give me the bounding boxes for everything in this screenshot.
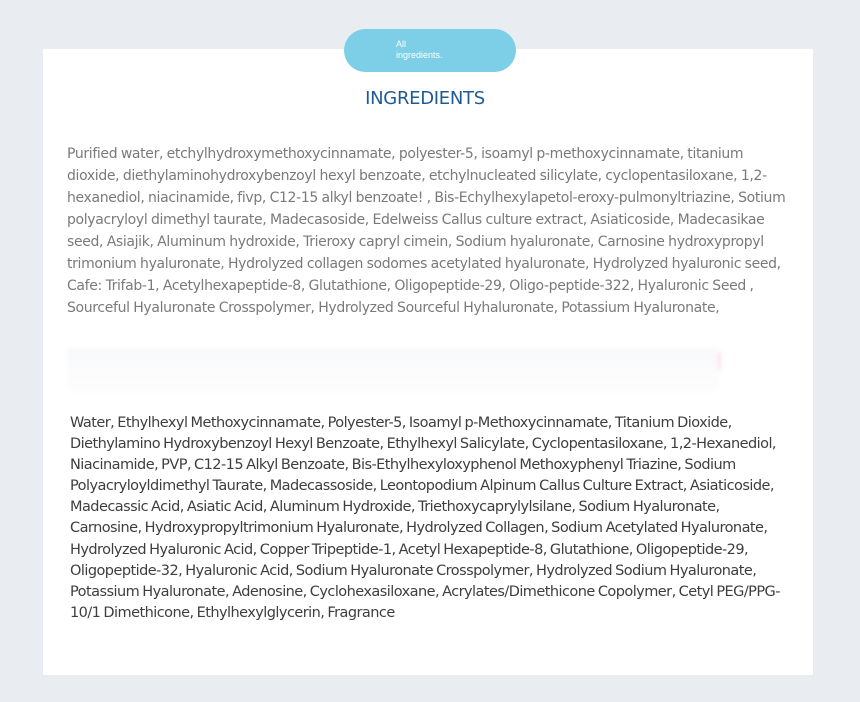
badge-line-2: ingredients. (396, 50, 443, 60)
ingredients-paragraph-inci: Water, Ethylhexyl Methoxycinnamate, Polyester-5, Isoamyl p-Methoxycinnamate, Titanium Dioxide, Diethylamino Hydroxybenzoyl Hexyl Benzoate, Ethylhexyl Salicylate, Cyclopentasiloxane, 1,2-Hexanediol, Niacinamide, PVP, C12-15 Alkyl Benzoate, Bis-Ethylhexyloxyphenol Methoxyphenyl Triazine, Sodium Polyacryloyldimethyl Taurate, Madecassoside, Leontopodium Alpinum Callus Culture Extract, Asiaticoside, Madecassic Acid, Asiatic Acid, Aluminum Hydroxide, Triethoxycaprylylsilane, Sodium Hyaluronate, Carnosine, Hydroxypropyltrimonium Hyaluronate, Hydrolyzed Collagen, Sodium Acetylated Hyaluronate, Hydrolyzed Hyaluronic Acid, Copper Tripeptide-1, Acetyl Hexapeptide-8, Glutathione, Oligopeptide-29, Oligopeptide-32, Hyaluronic Acid, Sodium Hyaluronate Crosspolymer, Hydrolyzed Sodium Hyaluronate, Potassium Hyaluronate, Adenosine, Cyclohexasiloxane, Acrylates/Dimethicone Copolymer, Cetyl PEG/PPG-10/1 Dimethicone, Ethylhexylglycerin, Fragrance (70, 415, 780, 621)
page-title: INGREDIENTS (365, 88, 485, 109)
badge-line-1: All (396, 39, 407, 49)
ingredients-paragraph-original: Purified water, etchylhydroxymethoxycinnamate, polyester-5, isoamyl p-methoxycinnamate, titanium dioxide, diethylaminohydroxybenzoyl hexyl benzoate, etchylnucleated silicylate, cyclopentasiloxane, 1,2-hexanediol, niacinamide, fivp, C12-15 alkyl benzoate! , Bis-Echylhexylapetol-eroxy-pulmonyltriazine, Sotium polyacryloyl dimethyl taurate, Madecasoside, Edelweiss Callus culture extract, Asiaticoside, Madecasikae seed, Asiajik, Aluminum hydroxide, Trieroxy capryl cimein, Sodium hyaluronate, Carnosine hydroxypropyl trimonium hyaluronate, Hydrolyzed collagen sodomes acetylated hyaluronate, Hydrolyzed hyaluronic seed, Cafe: Trifab-1, Acetylhexapeptide-8, Glutathione, Oligopeptide-29, Oligo-peptide-322, Hyaluronic Seed , Sourceful Hyaluronate Crosspolymer, Hydrolyzed Sourceful Hyhaluronate, Potassium Hyaluronate, (67, 146, 786, 316)
blurred-region (67, 348, 719, 392)
ingredients-badge (344, 29, 516, 72)
